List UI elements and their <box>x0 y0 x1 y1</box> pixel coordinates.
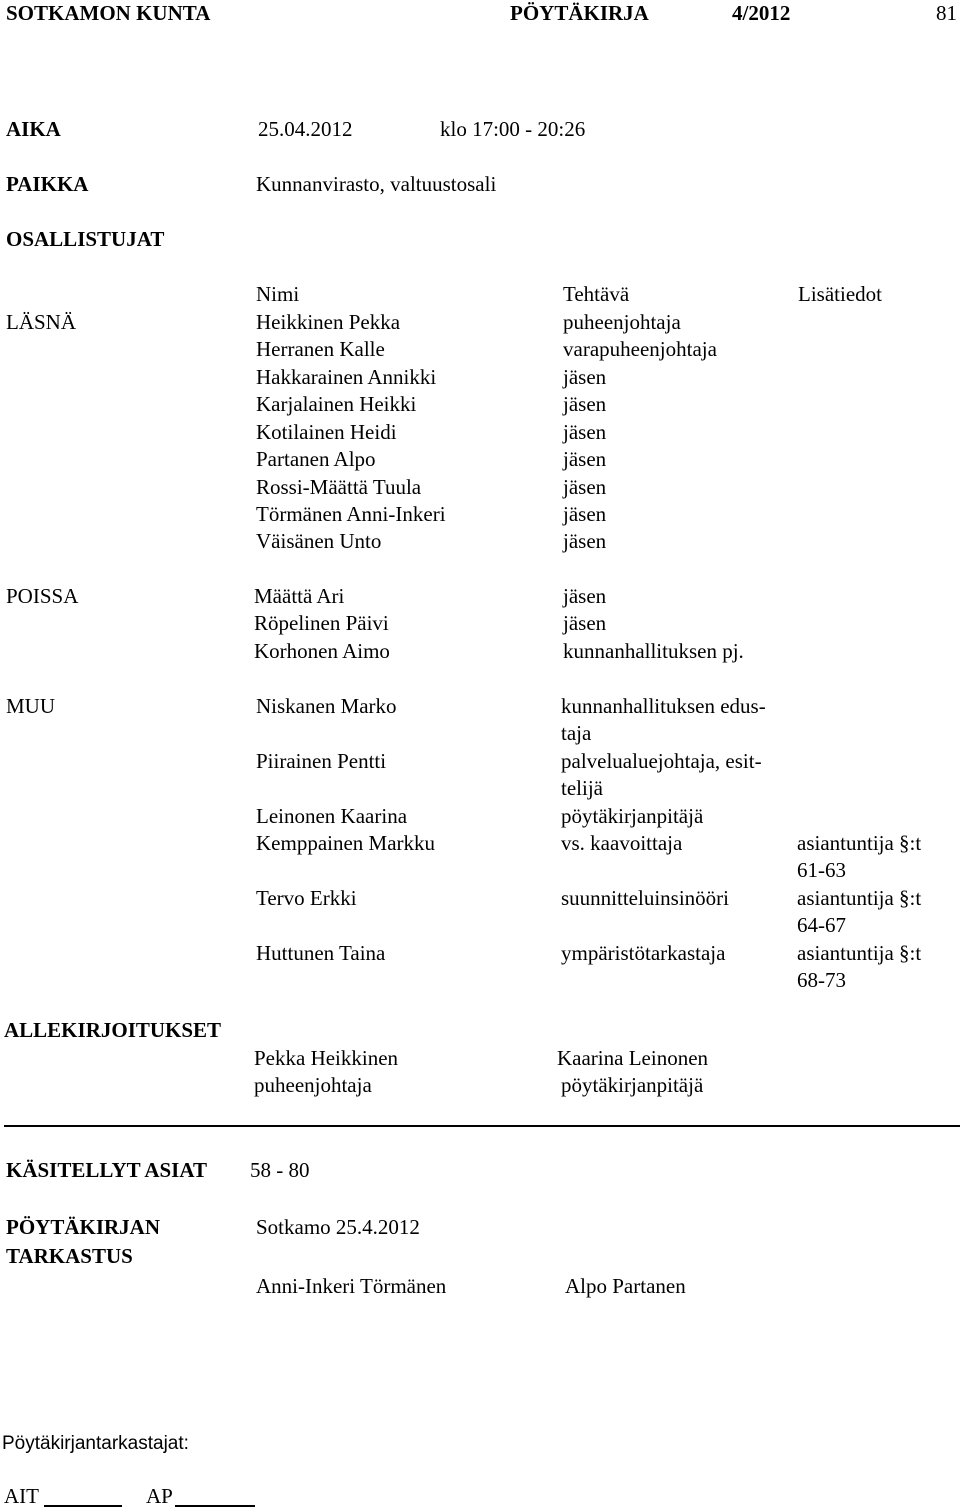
other-role-continued: telijä <box>561 776 603 800</box>
other-name: Niskanen Marko <box>256 694 397 718</box>
present-label: LÄSNÄ <box>6 310 77 334</box>
present-role: jäsen <box>563 392 607 416</box>
other-name: Huttunen Taina <box>256 941 386 965</box>
other-name: Kemppainen Markku <box>256 831 436 855</box>
review-label-continued: TARKASTUS <box>6 1244 133 1268</box>
other-role: suunnitteluinsinööri <box>561 886 729 910</box>
absent-name: Röpelinen Päivi <box>254 611 389 635</box>
paikka-label: PAIKKA <box>6 172 89 196</box>
reviewer-1: Anni-Inkeri Törmänen <box>256 1274 447 1298</box>
present-name: Rossi-Määttä Tuula <box>256 475 422 499</box>
review-label: PÖYTÄKIRJAN <box>6 1215 161 1239</box>
other-role: vs. kaavoittaja <box>561 831 683 855</box>
reviewer-2: Alpo Partanen <box>565 1274 686 1298</box>
other-extra-continued: 61-63 <box>797 858 846 882</box>
present-role: jäsen <box>563 529 607 553</box>
present-name: Herranen Kalle <box>256 337 385 361</box>
initials-ap: AP <box>146 1484 173 1508</box>
column-header-name: Nimi <box>256 282 300 306</box>
present-name: Heikkinen Pekka <box>256 310 401 334</box>
present-role: jäsen <box>563 502 607 526</box>
present-name: Hakkarainen Annikki <box>256 365 437 389</box>
present-role: varapuheenjohtaja <box>563 337 717 361</box>
column-header-role: Tehtävä <box>563 282 630 306</box>
present-role: jäsen <box>563 420 607 444</box>
handled-value: 58 - 80 <box>250 1158 310 1182</box>
signatures-label: ALLEKIRJOITUKSET <box>4 1018 222 1042</box>
initials-ait: AIT <box>4 1484 39 1508</box>
signature-secretary-title: pöytäkirjanpitäjä <box>561 1073 704 1097</box>
other-extra-continued: 64-67 <box>797 913 846 937</box>
other-label: MUU <box>6 694 56 718</box>
other-name: Tervo Erkki <box>256 886 357 910</box>
reviewers-label: Pöytäkirjantarkastajat: <box>2 1433 189 1454</box>
absent-role: jäsen <box>563 584 607 608</box>
document-number: 4/2012 <box>732 1 791 25</box>
other-role: pöytäkirjanpitäjä <box>561 804 704 828</box>
other-extra: asiantuntija §:t <box>797 831 922 855</box>
other-role: ympäristötarkastaja <box>561 941 726 965</box>
other-role: kunnanhallituksen edus- <box>561 694 766 718</box>
present-role: jäsen <box>563 365 607 389</box>
column-header-extra: Lisätiedot <box>798 282 882 306</box>
present-role: jäsen <box>563 475 607 499</box>
other-role: palvelualuejohtaja, esit- <box>561 749 762 773</box>
aika-time: klo 17:00 - 20:26 <box>440 117 586 141</box>
absent-role: kunnanhallituksen pj. <box>563 639 744 663</box>
present-role: puheenjohtaja <box>563 310 681 334</box>
review-place-date: Sotkamo 25.4.2012 <box>256 1215 420 1239</box>
handled-label: KÄSITELLYT ASIAT <box>6 1158 207 1182</box>
present-name: Törmänen Anni-Inkeri <box>256 502 446 526</box>
other-name: Piirainen Pentti <box>256 749 387 773</box>
absent-label: POISSA <box>6 584 79 608</box>
absent-name: Määttä Ari <box>254 584 345 608</box>
absent-role: jäsen <box>563 611 607 635</box>
signature-chair-name: Pekka Heikkinen <box>254 1046 399 1070</box>
paikka-value: Kunnanvirasto, valtuustosali <box>256 172 497 196</box>
present-name: Väisänen Unto <box>256 529 382 553</box>
aika-date: 25.04.2012 <box>258 117 353 141</box>
present-name: Kotilainen Heidi <box>256 420 397 444</box>
initials-ait-line <box>44 1505 122 1507</box>
present-name: Karjalainen Heikki <box>256 392 417 416</box>
present-role: jäsen <box>563 447 607 471</box>
other-role-continued: taja <box>561 721 592 745</box>
signature-chair-title: puheenjohtaja <box>254 1073 372 1097</box>
other-extra: asiantuntija §:t <box>797 886 922 910</box>
osallistujat-label: OSALLISTUJAT <box>6 227 165 251</box>
other-extra-continued: 68-73 <box>797 968 846 992</box>
aika-label: AIKA <box>6 117 61 141</box>
municipality-name: SOTKAMON KUNTA <box>6 1 211 25</box>
other-name: Leinonen Kaarina <box>256 804 408 828</box>
signature-secretary-name: Kaarina Leinonen <box>557 1046 709 1070</box>
document-type: PÖYTÄKIRJA <box>510 1 649 25</box>
other-extra: asiantuntija §:t <box>797 941 922 965</box>
present-name: Partanen Alpo <box>256 447 376 471</box>
absent-name: Korhonen Aimo <box>254 639 390 663</box>
initials-ap-line <box>175 1505 255 1507</box>
section-divider <box>4 1125 960 1127</box>
page-number: 81 <box>936 1 957 25</box>
